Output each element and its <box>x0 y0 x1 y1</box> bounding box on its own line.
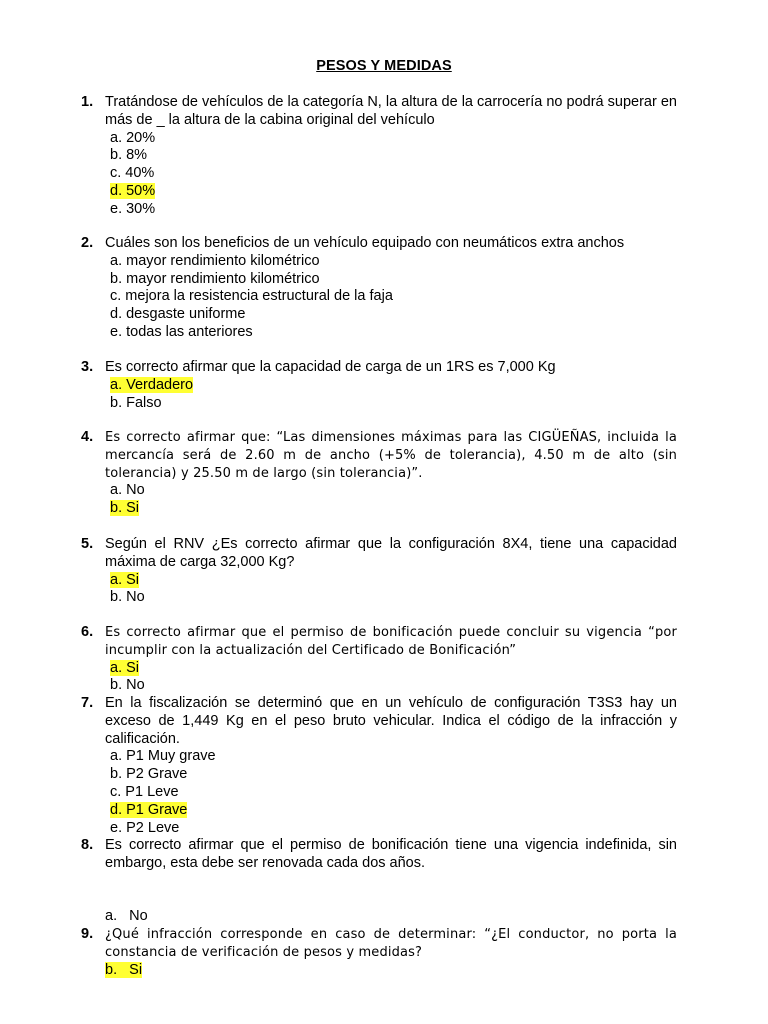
highlighted-answer: b. Si <box>110 500 140 517</box>
question-number: 6. <box>81 624 94 640</box>
option-b-correct <box>105 962 677 980</box>
option-a: a. No <box>110 482 145 499</box>
option-b: b. 8% <box>110 147 148 164</box>
highlighted-answer: d. 50% <box>110 182 156 199</box>
option-b: b. mayor rendimiento kilométrico <box>110 270 320 287</box>
option-b: b. No <box>110 677 145 694</box>
option-d-correct <box>110 802 677 820</box>
option-c: c. 40% <box>110 165 155 182</box>
question-text: Cuáles son los beneficios de un vehículo equipado con neumáticos extra anchos <box>105 235 625 251</box>
option-c: c. mejora la resistencia estructural de la faja <box>110 288 393 305</box>
question-number: 4. <box>81 429 94 445</box>
option-b: b. Falso <box>110 394 162 411</box>
options-list <box>81 748 677 837</box>
page-title: PESOS Y MEDIDAS <box>316 58 452 74</box>
question-5 <box>81 536 677 607</box>
question-1 <box>81 94 677 219</box>
option-a-correct <box>110 660 677 678</box>
option-a-correct <box>110 377 677 395</box>
highlighted-answer: d. P1 Grave <box>110 801 188 818</box>
option-e: e. 30% <box>110 200 156 217</box>
question-number: 7. <box>81 695 94 711</box>
question-text: Según el RNV ¿Es correcto afirmar que la configuración 8X4, tiene una capacidad máxima de carga 32,000 Kg? <box>105 536 677 570</box>
question-2 <box>81 235 677 342</box>
option-a: a. No <box>105 908 148 925</box>
options-list <box>81 130 677 219</box>
question-number: 8. <box>81 837 94 853</box>
question-number: 3. <box>81 359 94 375</box>
question-text: Tratándose de vehículos de la categoría N, la altura de la carrocería no podrá superar en más de _ la altura de la cabina original del vehículo <box>105 94 677 128</box>
option-b: b. No <box>110 589 145 606</box>
option-a: a. P1 Muy grave <box>110 748 216 765</box>
question-number: 1. <box>81 94 94 110</box>
option-b: b. P2 Grave <box>110 766 188 783</box>
question-7 <box>81 695 677 837</box>
question-4 <box>81 429 677 518</box>
question-text: Es correcto afirmar que el permiso de bonificación puede concluir su vigencia “por incumplir con la actualización del Certificado de Bonificación” <box>105 625 677 658</box>
options-list <box>81 253 677 342</box>
options-list <box>81 482 677 518</box>
question-6 <box>81 624 677 695</box>
option-e: e. todas las anteriores <box>110 323 253 340</box>
question-text: Es correcto afirmar que: “Las dimensiones máximas para las CIGÜEÑAS, incluida la mercancía será de 2.60 m de ancho (+5% de tolerancia), 4.50 m de alto (sin tolerancia) y 25.50 m de largo (sin tolerancia)”. <box>105 430 677 481</box>
highlighted-answer: a. Si <box>110 659 140 676</box>
option-e: e. P2 Leve <box>110 819 180 836</box>
options-list <box>81 660 677 696</box>
option-c: c. P1 Leve <box>110 783 179 800</box>
question-text: ¿Qué infracción corresponde en caso de determinar: “¿El conductor, no porta la constancia de verificación de pesos y medidas? <box>105 927 677 960</box>
option-a: a. 20% <box>110 129 156 146</box>
options-list <box>81 377 677 413</box>
highlighted-answer: a. Si <box>110 571 140 588</box>
option-d: d. desgaste uniforme <box>110 306 246 323</box>
option-b-correct <box>110 500 677 518</box>
highlighted-answer: b. Si <box>105 961 143 978</box>
question-text: En la fiscalización se determinó que en un vehículo de configuración T3S3 hay un exceso de 1,449 Kg en el peso bruto vehicular. Indica el código de la infracción y calificación. <box>105 695 677 747</box>
question-number: 9. <box>81 926 94 942</box>
options-list <box>81 572 677 608</box>
highlighted-answer: a. Verdadero <box>110 376 194 393</box>
option-a: a. mayor rendimiento kilométrico <box>110 252 320 269</box>
option-d-correct <box>110 183 677 201</box>
question-3 <box>81 359 677 412</box>
question-9 <box>81 926 677 962</box>
question-text: Es correcto afirmar que la capacidad de carga de un 1RS es 7,000 Kg <box>105 359 556 375</box>
option-a-correct <box>110 572 677 590</box>
question-text: Es correcto afirmar que el permiso de bonificación tiene una vigencia indefinida, sin embargo, esta debe ser renovada cada dos años. <box>105 837 677 871</box>
question-number: 5. <box>81 536 94 552</box>
question-number: 2. <box>81 235 94 251</box>
